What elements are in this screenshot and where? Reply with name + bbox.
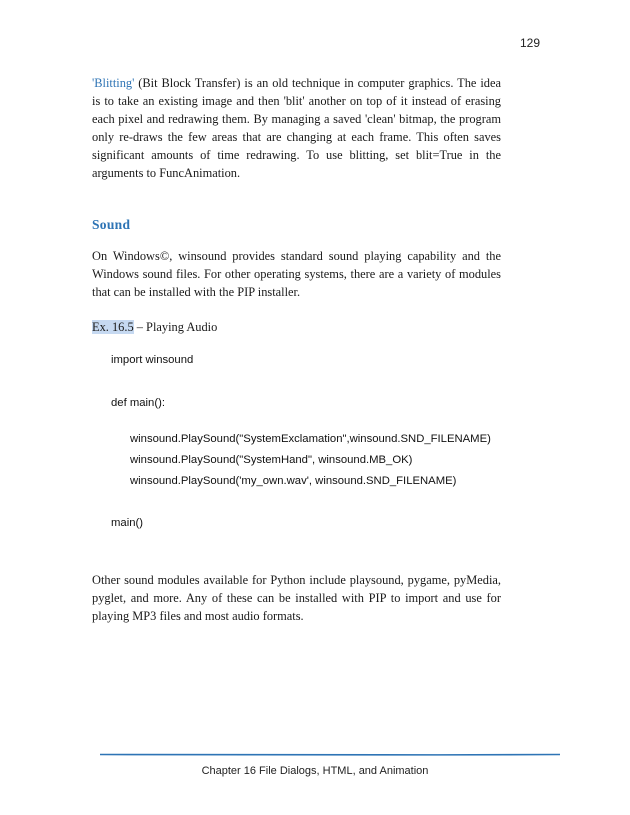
code-line: main() [111,517,144,529]
footer-rule [100,753,560,756]
blitting-paragraph [92,74,501,182]
closing-paragraph: Other sound modules available for Python include playsound, pygame, pyMedia, pyglet, and more. Any of these can be installed with PIP to import and use for playing MP3 files and most audio formats. [92,573,501,623]
blitting-text: (Bit Block Transfer) is an old technique in computer graphics. The idea is to take an existing image and then 'blit' another on top of it instead of erasing each pixel and redrawing them. By managing a saved 'clean' bitmap, the program only re-draws the few areas that are changing at each frame. This often saves significant amounts of time redrawing. To use blitting, set blit=True in the arguments to FuncAnimation. [92,76,501,180]
blitting-term: 'Blitting' [92,76,135,90]
code-line: winsound.PlaySound('my_own.wav', winsound.SND_FILENAME) [130,475,457,487]
section-heading-sound: Sound [92,217,131,232]
example-caption [92,318,217,336]
code-line: winsound.PlaySound("SystemExclamation",winsound.SND_FILENAME) [130,433,491,445]
code-line: winsound.PlaySound("SystemHand", winsound.MB_OK) [130,454,413,466]
footer-rule-line [100,754,560,755]
sound-paragraph: On Windows©, winsound provides standard sound playing capability and the Windows sound files. For other operating systems, there are a variety of modules that can be installed with the PIP installer. [92,249,501,299]
code-line: import winsound [111,354,194,366]
example-title: – Playing Audio [133,320,218,334]
chapter-footer: Chapter 16 File Dialogs, HTML, and Animation [201,765,429,777]
example-label: Ex. 16.5 [92,320,134,334]
page-number: 129 [519,36,540,50]
code-line: def main(): [111,397,165,409]
